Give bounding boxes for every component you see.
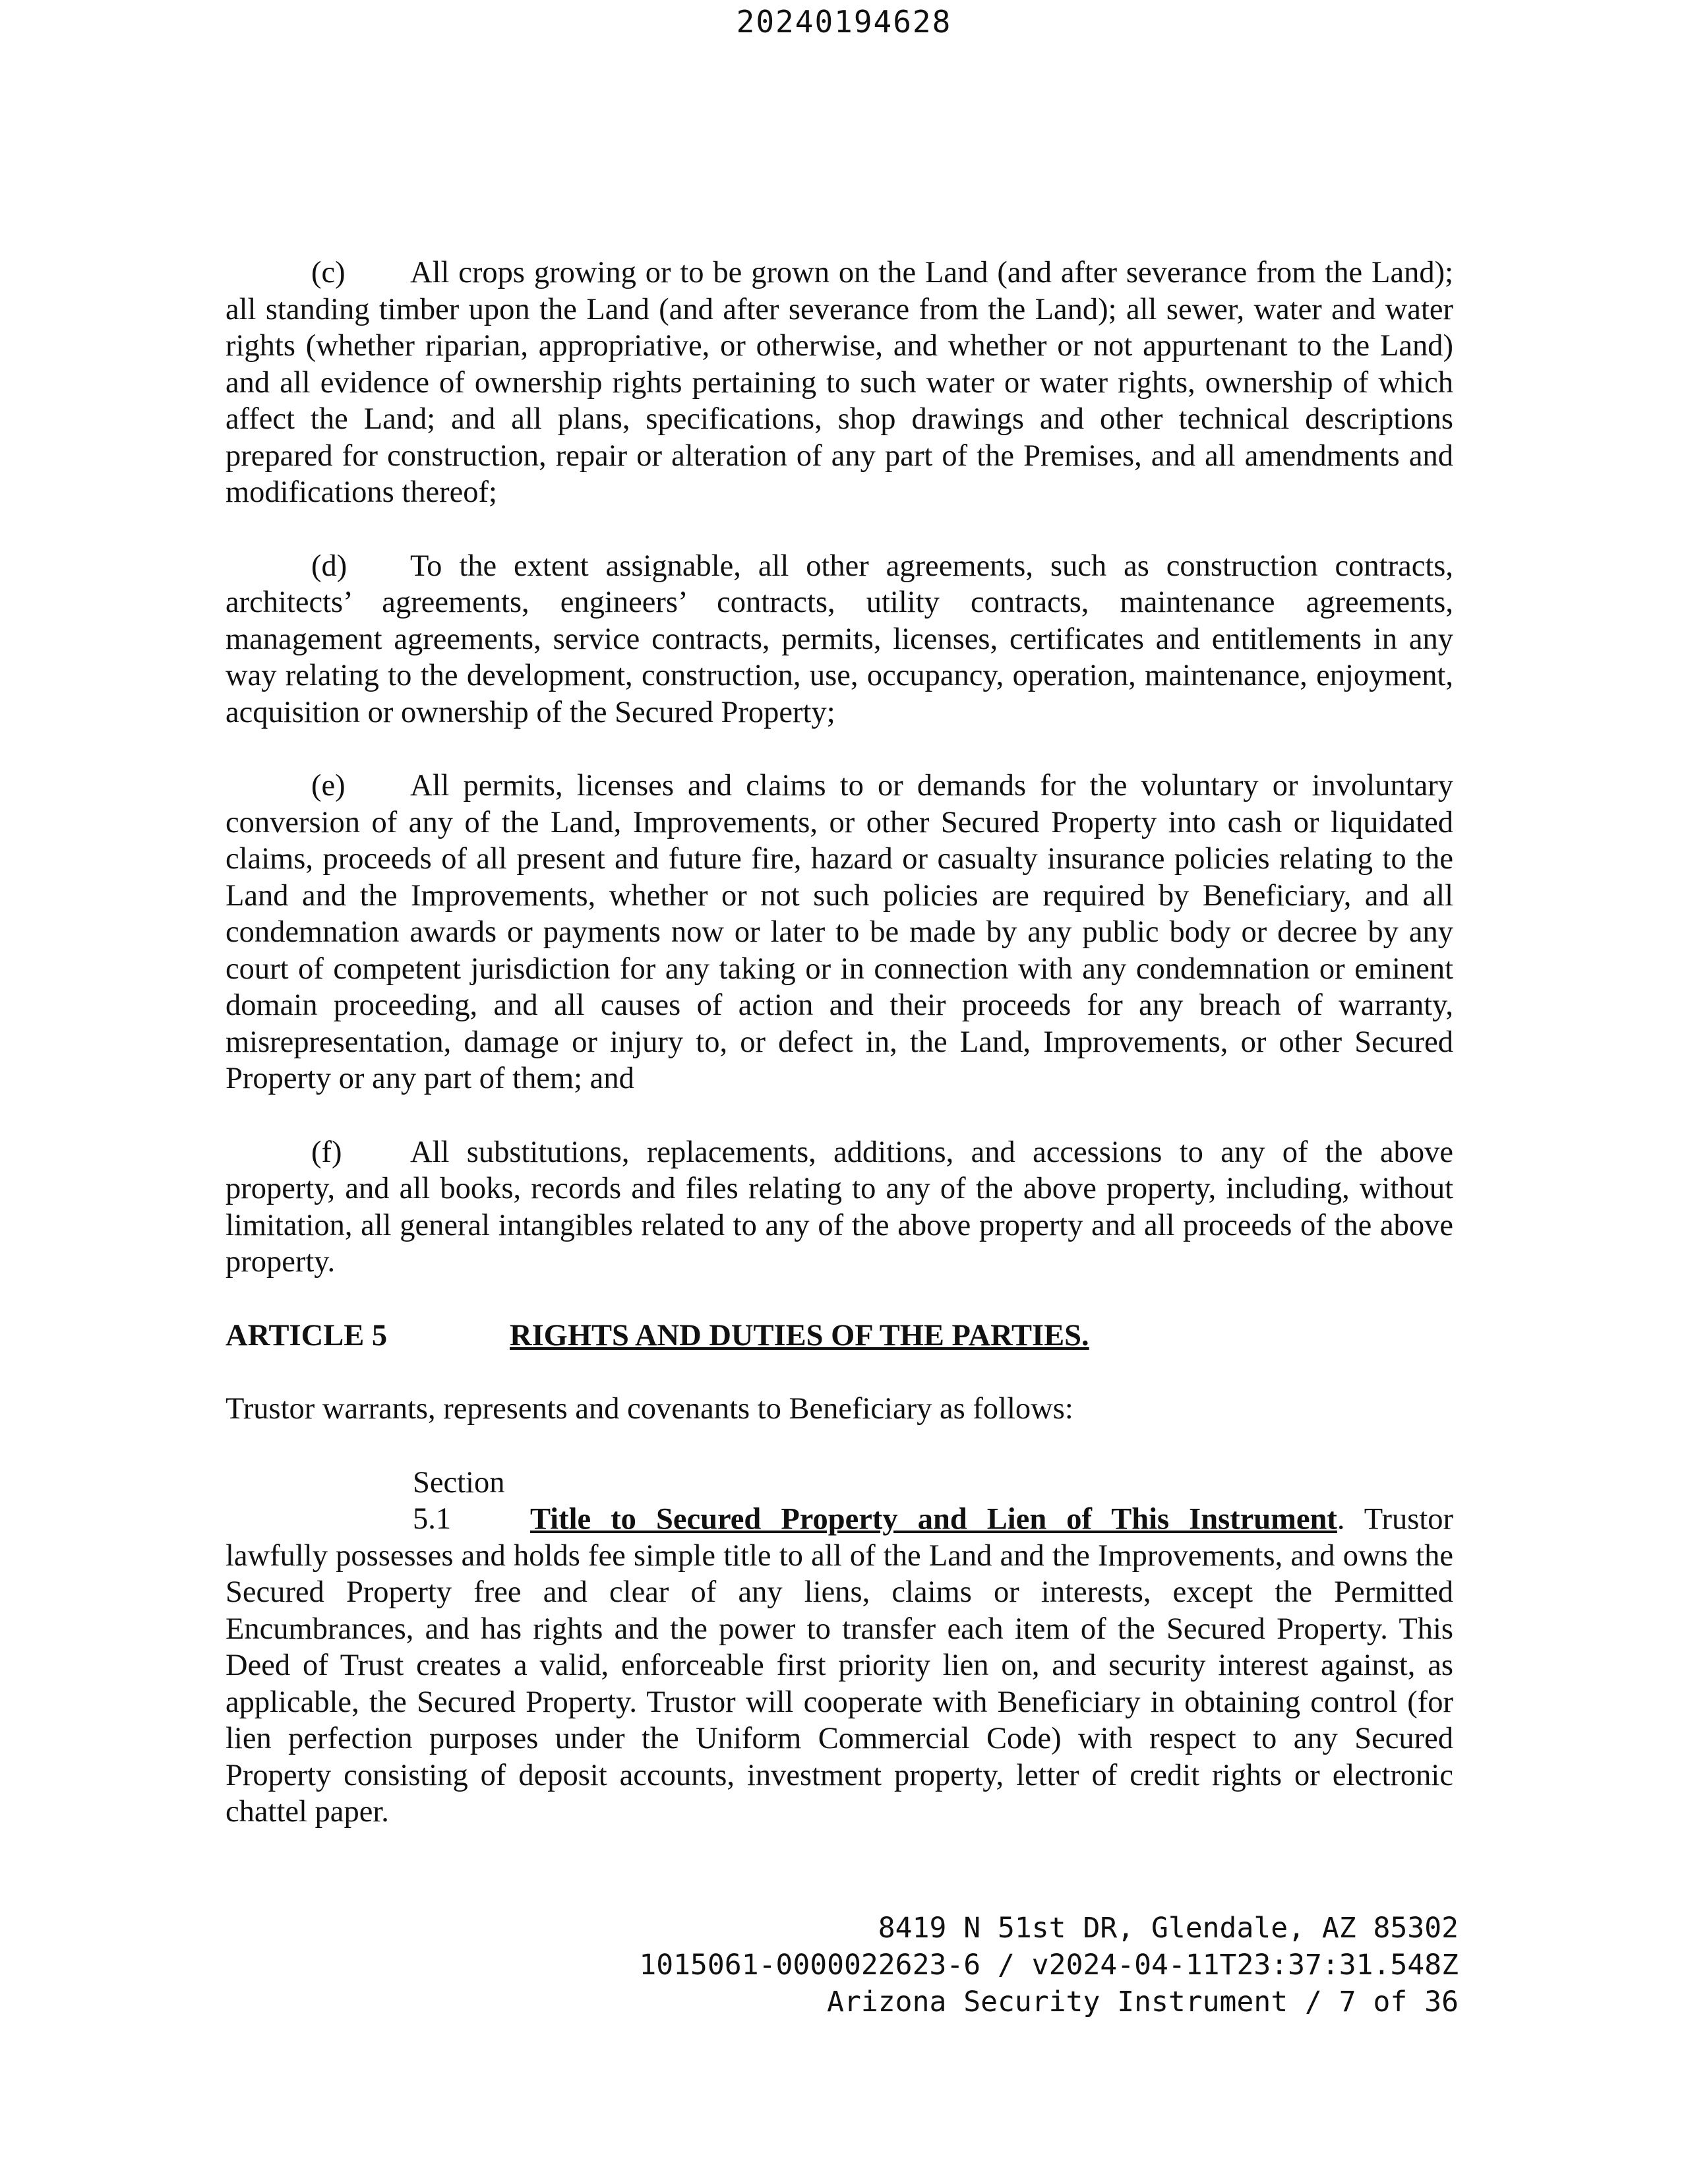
subparagraph-label: (d) <box>311 549 347 583</box>
page-indicator: Arizona Security Instrument / 7 of 36 <box>827 1986 1459 2018</box>
section-title: Title to Secured Property and Lien of This Instrument <box>530 1502 1337 1536</box>
subparagraph-d <box>226 548 1453 731</box>
article-intro: Trustor warrants, represents and covenants to Beneficiary as follows: <box>226 1392 1073 1426</box>
subparagraph-label: (f) <box>311 1135 342 1169</box>
subparagraph-e <box>226 768 1453 1097</box>
subparagraph-label: (e) <box>311 769 346 803</box>
section-text: . Trustor lawfully possesses and holds fee simple title to all of the Land and the Improvements, and owns the Secured Property free and clear of any liens, claims or interests, except the Permitted Encumbrances, and has rights and the power to transfer each item of the Secured Property. This Deed of Trust creates a valid, enforceable first priority lien on, and security interest against, as applicable, the Secured Property. Trustor will cooperate with Beneficiary in obtaining control (for lien perfection purposes under the Uniform Commercial Code) with respect to any Secured Property consisting of deposit accounts, investment property, letter of credit rights or electronic chattel paper. <box>226 1502 1454 1829</box>
article-number: ARTICLE 5 <box>226 1318 388 1352</box>
subparagraph-text: All permits, licenses and claims to or demands for the voluntary or involuntary conversion of any of the Land, Improvements, or other Secured Property into cash or liquidated claims, proceeds of all present and future fire, hazard or casualty insurance policies relating to the Land and the Improvements, whether or not such policies are required by Beneficiary, and all condemnation awards or payments now or later to be made by any public body or decree by any court of competent jurisdiction for any taking or in connection with any condemnation or eminent domain proceeding, and all causes of action and their proceeds for any breach of warranty, misrepresentation, damage or injury to, or defect in, the Land, Improvements, or other Secured Property or any part of them; and <box>226 769 1453 1095</box>
subparagraph-c <box>226 255 1453 511</box>
article-heading <box>226 1318 1453 1354</box>
document-footer <box>639 1910 1459 2020</box>
article-title: RIGHTS AND DUTIES OF THE PARTIES. <box>510 1318 1089 1352</box>
subparagraph-f <box>226 1134 1453 1281</box>
section-number: Section 5.1 <box>413 1465 505 1536</box>
subparagraph-text: All crops growing or to be grown on the Land (and after severance from the Land); all standing timber upon the Land (and after severance from the Land); all sewer, water and water rights (whether riparian, appropriative, or otherwise, and whether or not appurtenant to the Land) and all evidence of ownership rights pertaining to such water or water rights, ownership of which affect the Land; and all plans, specifications, shop drawings and other technical descriptions prepared for construction, repair or alteration of any part of the Premises, and all amendments and modifications thereof; <box>226 256 1453 509</box>
section-5-1 <box>226 1465 1453 1831</box>
recording-number: 20240194628 <box>736 4 952 40</box>
subparagraph-text: To the extent assignable, all other agreements, such as construction contracts, architects’ agreements, engineers’ contracts, utility contracts, maintenance agreements, management agreements, service contracts, permits, licenses, certificates and entitlements in any way relating to the development, construction, use, occupancy, operation, maintenance, enjoyment, acquisition or ownership of the Secured Property; <box>226 549 1453 729</box>
loan-reference: 1015061-0000022623-6 / v2024-04-11T23:37:31.548Z <box>639 1949 1459 1982</box>
document-body <box>226 255 1453 1831</box>
property-address: 8419 N 51st DR, Glendale, AZ 85302 <box>878 1912 1459 1945</box>
subparagraph-label: (c) <box>311 256 346 289</box>
subparagraph-text: All substitutions, replacements, additions, and accessions to any of the above property, and all books, records and files relating to any of the above property, including, without limitation, all general intangibles related to any of the above property and all proceeds of the above property. <box>226 1135 1453 1279</box>
